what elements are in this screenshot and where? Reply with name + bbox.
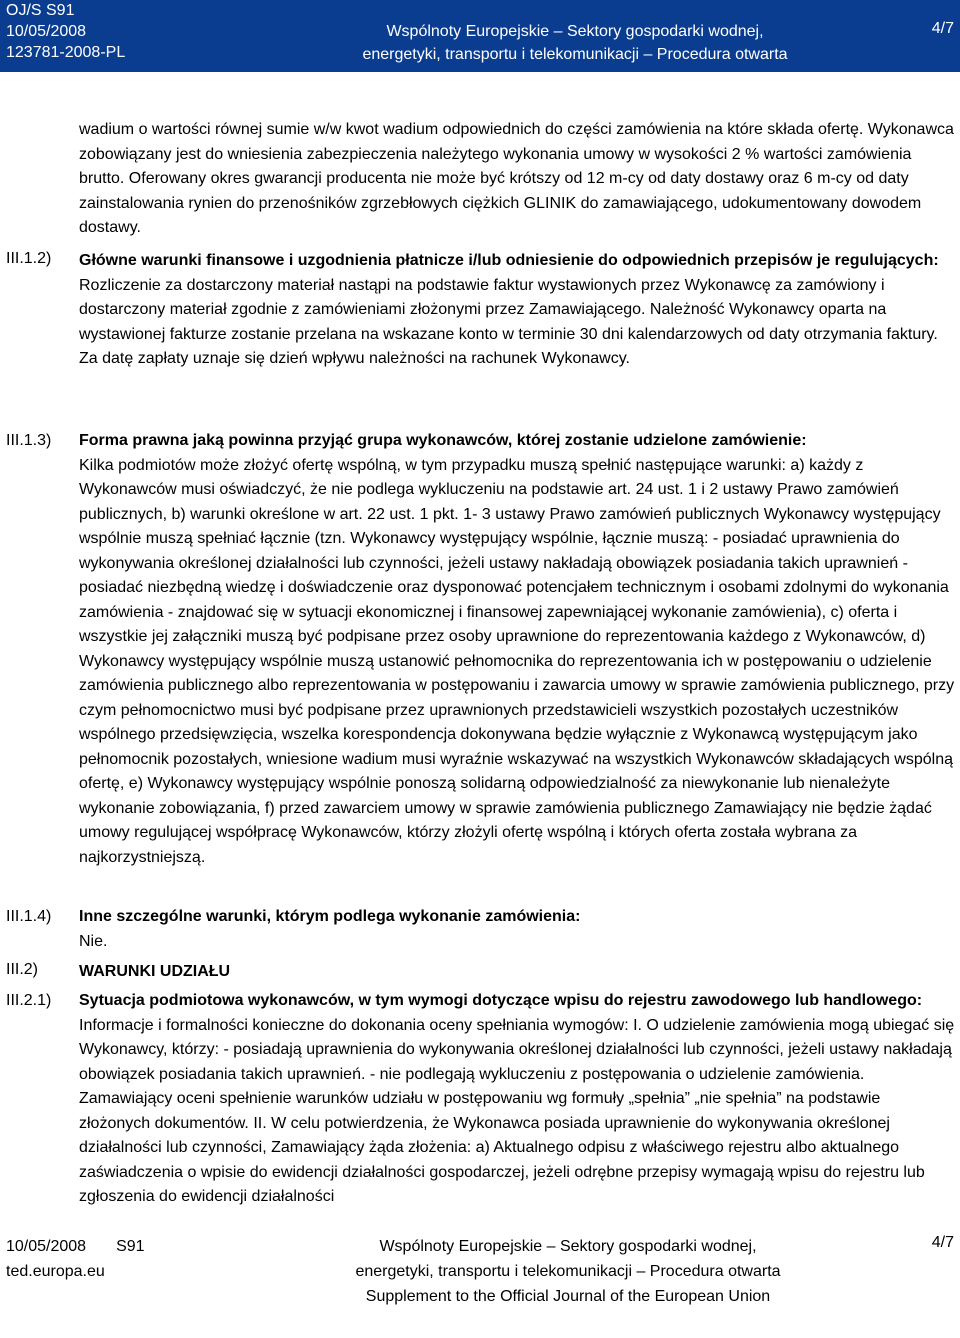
financial-terms-text: Rozliczenie za dostarczony materiał nastąpi na podstawie faktur wystawionych przez Wykonawcę za zamówiony i dostarczony materiał zgodnie z zamówieniami złożonymi przez Zamawiającego. Należność Wykonawcy oparta na wystawionej fakturze zostanie przelana na wskazane konto w terminie 30 dni kalendarzowych od daty otrzymania faktury. Za datę zapłaty uznaje się dzień wpływu należności na rachunek Wykonawcy. — [79, 276, 938, 367]
paragraph-deposit-guarantee — [79, 118, 955, 241]
section-number-iii-1-2: III.1.2) — [6, 250, 52, 267]
section-special-conditions — [79, 905, 955, 954]
footer-page-number: 4/7 — [931, 1234, 954, 1251]
legal-form-heading: Forma prawna jaką powinna przyjąć grupa wykonawców, której zostanie udzielone zamówienie: — [79, 432, 807, 449]
section-financial-terms — [79, 249, 955, 372]
page-header — [0, 0, 960, 72]
participation-heading: WARUNKI UDZIAŁU — [79, 963, 231, 980]
header-journal: OJ/S S91 — [6, 2, 75, 19]
special-conditions-heading: Inne szczególne warunki, którym podlega wykonanie zamówienia: — [79, 908, 581, 925]
header-date: 10/05/2008 — [6, 23, 87, 40]
header-ref: 123781-2008-PL — [6, 44, 126, 61]
section-participation — [79, 960, 955, 985]
section-legal-form — [79, 429, 955, 870]
footer-date: 10/05/2008 — [6, 1238, 87, 1255]
legal-form-text: Kilka podmiotów może złożyć ofertę wspólną, w tym przypadku muszą spełnić następujące warunki: a) każdy z Wykonawców musi oświadczyć, że nie podlega wykluczeniu na podstawie art. 24 ust. 1 i 2 ustawy Prawo zamówień publicznych, b) warunki określone w art. 22 ust. 1 pkt. 1- 3 ustawy Prawo zamówień publicznych Wykonawcy występujący wspólnie muszą spełniać łącznie (tzn. Wykonawcy występujący wspólnie, łącznie muszą: - posiadać uprawnienia do wykonywania określonej działalności lub czynności, jeżeli ustawy nakładają obowiązek posiadania takich uprawnień - posiadać niezbędną wiedzę i doświadczenie oraz dysponować potencjałem technicznym i osobami zdolnymi do wykonania zamówienia - znajdować się w sytuacji ekonomicznej i finansowej zapewniającej wykonanie zamówienia), c) oferta i wszystkie jej załączniki muszą być podpisane przez osoby uprawnione do reprezentowania każdego z Wykonawców, d) Wykonawcy występujący wspólnie muszą ustanowić pełnomocnika do reprezentowania ich w postępowaniu o udzielenie zamówienia publicznego albo reprezentowania w postępowaniu i zawarcia umowy w sprawie zamówienia publicznego, przy czym pełnomocnictwo musi być podpisane przez uprawnionych przedstawicieli wszystkich pozostałych uczestników wspólnego przedsięwzięcia, wszelka korespondencja dokonywana będzie wyłącznie z Wykonawcą występującym jako pełnomocnik pozostałych, wniesione wadium musi wyraźnie wskazywać na wszystkich Wykonawców składających wspólną ofertę, e) Wykonawcy występujący wspólnie ponoszą solidarną odpowiedzialność za niewykonanie lub nienależyte wykonanie zobowiązania, f) przed zawarciem umowy w sprawie zamówienia publicznego Zamawiający nie będzie żądać umowy regulującej współpracę Wykonawców, którzy złożyli ofertę wspólną i których oferta została wybrana za najkorzystniejszą. — [79, 456, 955, 866]
header-left-block — [6, 0, 125, 63]
financial-terms-heading: Główne warunki finansowe i uzgodnienia płatnicze i/lub odniesienie do odpowiednich przepisów je regulujących: — [79, 252, 939, 269]
footer-journal: S91 — [116, 1238, 145, 1255]
header-title-line2: energetyki, transportu i telekomunikacji – Procedura otwarta — [362, 46, 788, 63]
personal-situation-text: Informacje i formalności konieczne do dokonania oceny spełniania wymogów: I. O udzielenie zamówienia mogą ubiegać się Wykonawcy, którzy: - posiadają uprawnienia do wykonywania określonej działalności lub czynności, jeżeli ustawy nakładają obowiązek posiadania takich uprawnień. - nie podlegają wykluczeniu z postępowania o udzielenie zamówienia. Zamawiający oceni spełnienie warunków udziału w postępowaniu wg formuły „spełnia” „nie spełnia” na podstawie złożonych dokumentów. II. W celu potwierdzenia, że Wykonawca posiada uprawnienie do wykonywania określonej działalności lub czynności, Zamawiający żąda złożenia: a) Aktualnego odpisu z właściwego rejestru albo aktualnego zaświadczenia o wpisie do ewidencji działalności gospodarczej, jeżeli odrębne przepisy wymagają wpisu do rejestru lub zgłoszenia do ewidencji działalności — [79, 1016, 955, 1205]
special-conditions-text: Nie. — [79, 932, 108, 950]
header-title — [310, 20, 840, 66]
footer-site-link[interactable]: ted.europa.eu — [6, 1263, 105, 1280]
footer-title-line1: Wspólnoty Europejskie – Sektory gospodarki wodnej, — [379, 1238, 757, 1255]
section-number-iii-1-4: III.1.4) — [6, 908, 52, 925]
section-number-iii-1-3: III.1.3) — [6, 432, 52, 449]
personal-situation-heading: Sytuacja podmiotowa wykonawców, w tym wymogi dotyczące wpisu do rejestru zawodowego lub handlowego: — [79, 992, 923, 1009]
header-divider — [0, 72, 960, 74]
section-number-iii-2-1: III.2.1) — [6, 992, 52, 1009]
deposit-text: wadium o wartości równej sumie w/w kwot wadium odpowiednich do części zamówienia na które składa ofertę. Wykonawca zobowiązany jest do wniesienia zabezpieczenia należytego wykonania umowy w wysokości 2 % wartości zamówienia brutto. Oferowany okres gwarancji producenta nie może być krótszy od 12 m-cy od daty dostawy oraz 6 m-cy od daty zainstalowania rynien do przenośników zgrzebłowych ciężkich GLINIK do zamawiającego, udokumentowany dowodem dostawy. — [79, 121, 954, 236]
footer-left-block — [6, 1234, 145, 1284]
section-number-iii-2: III.2) — [6, 961, 39, 978]
footer-title-line3: Supplement to the Official Journal of the European Union — [365, 1288, 771, 1305]
section-personal-situation — [79, 989, 955, 1210]
footer-title — [318, 1234, 818, 1309]
header-page-number: 4/7 — [931, 20, 954, 37]
footer-title-line2: energetyki, transportu i telekomunikacji – Procedura otwarta — [355, 1263, 781, 1280]
header-title-line1: Wspólnoty Europejskie – Sektory gospodarki wodnej, — [386, 23, 764, 40]
